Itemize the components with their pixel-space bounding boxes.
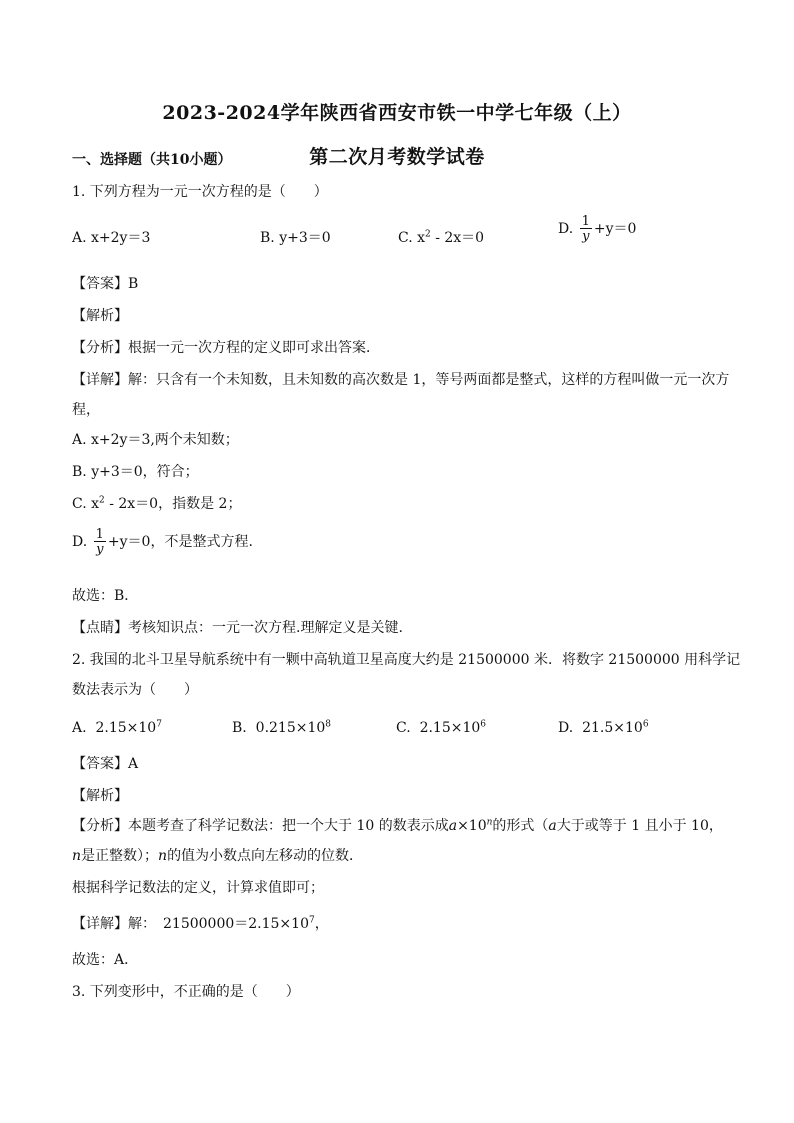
q2-choose: 故选：A．: [72, 952, 139, 968]
q2-detail: 【详解】解： $21500000=2.15\times 10^7$，: [72, 915, 329, 932]
q1-detail-line1: 【详解】解：只含有一个未知数，且未知数的高次数是 1，等号两面都是整式，这样的方程叫做一元一次方: [72, 372, 730, 388]
fraction: $\frac{1}{y}$: [95, 527, 104, 557]
exam-title-line1: 2023-2024学年陕西省西安市铁一中学七年级（上）: [162, 102, 632, 124]
exam-title-line2: 第二次月考数学试卷: [309, 146, 485, 168]
section-heading: 一、选择题（共10小题）: [72, 152, 232, 168]
q1-stem: 1. 下列方程为一元一次方程的是（ ）: [72, 184, 328, 200]
q1-detail-line2: 程，: [72, 402, 100, 418]
q1-option-c: C. $x^2 - 2x=0$: [398, 229, 485, 246]
q1-option-d: D. $\frac{1}{y}$ +y＝0: [558, 214, 637, 244]
q2-stem-line1: 2. 我国的北斗卫星导航系统中有一颗中高轨道卫星高度大约是 21500000 米．将数字 21500000 用科学记: [72, 652, 741, 668]
q1-option-b: B. y+3＝0: [260, 230, 331, 246]
q2-answer: 【答案】A: [72, 756, 139, 772]
q1-explain-a: A. x+2y＝3,两个未知数；: [72, 432, 239, 448]
q3-stem: 3. 下列变形中，不正确的是（ ）: [72, 984, 300, 1000]
q1-answer: 【答案】B: [72, 276, 139, 292]
q1-fenxi: 【分析】根据一元一次方程的定义即可求出答案．: [72, 340, 380, 356]
q2-option-a: A. $2.15\times 10^7$: [72, 719, 162, 736]
fraction: $\frac{1}{y}$: [581, 214, 590, 244]
q1-choose: 故选：B．: [72, 588, 139, 604]
q2-fenxi-line2: n是正整数）；n的值为小数点向左移动的位数．: [72, 848, 364, 864]
q2-option-b: B. $0.215\times 10^8$: [232, 719, 332, 736]
q2-fenxi-line1: 【分析】本题考查了科学记数法：把一个大于 10 的数表示成$a\times 10^n$的形式（a大于或等于 1 且小于 10，: [72, 817, 723, 834]
q2-stem-line2: 数法表示为（ ）: [72, 682, 198, 698]
q2-analysis-label: 【解析】: [72, 788, 128, 804]
q1-option-a: A. x+2y＝3: [72, 230, 151, 246]
q2-option-d: D. $21.5\times 10^6$: [558, 719, 649, 736]
q1-explain-c: C. $x^2 - 2x=0$，指数是 2；: [72, 495, 242, 512]
q2-option-c: C. $2.15\times 10^6$: [396, 719, 487, 736]
q1-explain-b: B. y+3＝0，符合；: [72, 464, 199, 480]
q1-dianjing: 【点睛】考核知识点：一元一次方程.理解定义是关键.: [72, 620, 403, 636]
q1-analysis-label: 【解析】: [72, 308, 128, 324]
q2-note: 根据科学记数法的定义，计算求值即可；: [72, 880, 324, 896]
q1-explain-d: D. $\frac{1}{y}$ +y＝0，不是整式方程.: [72, 527, 253, 557]
